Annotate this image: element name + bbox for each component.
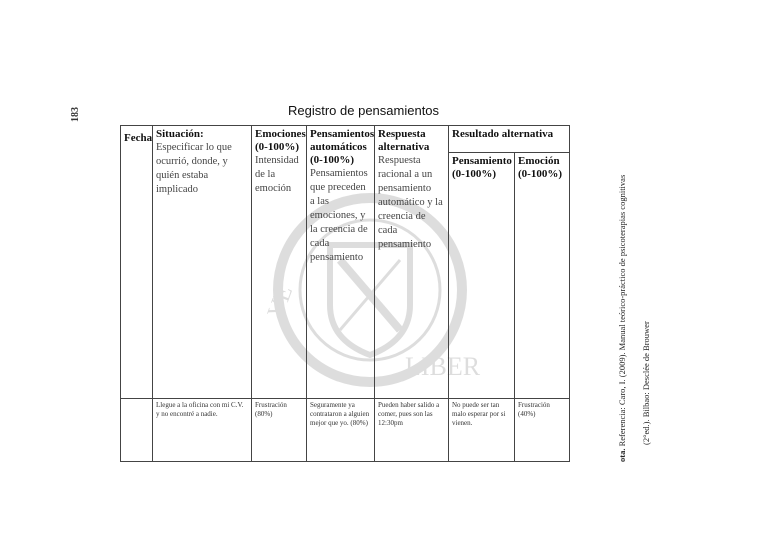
page-number: 183 — [70, 107, 81, 122]
header-pensamientos: Pensamientos automáticos (0-100%) Pensamientos que preceden a las emociones, y la creencia de cada pensamiento — [307, 126, 375, 399]
header-resultado-pensamiento: Pensamiento (0-100%) — [449, 153, 515, 399]
cell-resultado-pensamiento: No puede ser tan malo esperar por si vienen. — [449, 398, 515, 461]
header-respuesta: Respuesta alternativa Respuesta racional a un pensamiento automático y la creencia de cada pensamiento — [375, 126, 449, 399]
cell-emociones: Frustración (80%) — [252, 398, 307, 461]
cell-fecha — [121, 398, 153, 461]
header-emociones: Emociones (0-100%) Intensidad de la emoción — [252, 126, 307, 399]
table-title: Registro de pensamientos — [288, 103, 440, 118]
table-row — [121, 398, 570, 461]
thought-record-table — [120, 125, 570, 462]
header-situacion: Situación: Especificar lo que ocurrió, donde, y quién estaba implicado — [153, 126, 252, 399]
svg-text:VE: VE — [262, 282, 299, 322]
header-fecha: Fecha — [121, 126, 153, 399]
header-resultado: Resultado alternativa — [449, 126, 570, 153]
cell-pensamientos: Seguramente ya contrataron a alguien mejor que yo. (80%) — [307, 398, 375, 461]
header-resultado-emocion: Emoción (0-100%) — [515, 153, 570, 399]
reference-line-1: ota. Referencia: Caro, I. (2009). Manual teórico-práctico de psicoterapias cognitivas — [617, 174, 627, 462]
cell-respuesta: Pueden haber salido a comer, pues son las 12:30pm — [375, 398, 449, 461]
reference-line-2: (2°ed.). Bilbao: Desclée de Brouwer — [641, 321, 651, 445]
svg-text:LIBER: LIBER — [405, 352, 481, 381]
cell-situacion: Llegue a la oficina con mi C.V. y no encontré a nadie. — [153, 398, 252, 461]
cell-resultado-emocion: Frustración (40%) — [515, 398, 570, 461]
